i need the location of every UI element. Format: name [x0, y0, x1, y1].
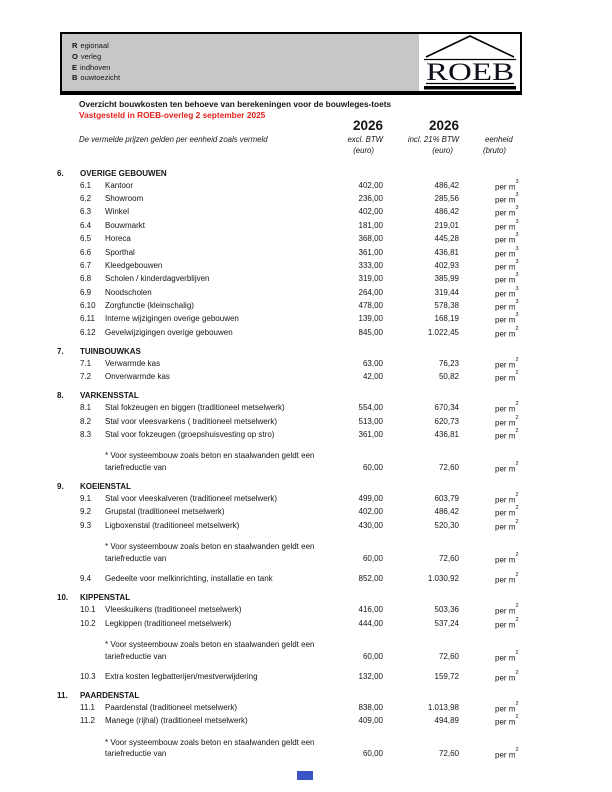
section [57, 390, 555, 475]
section [57, 690, 555, 761]
unit-text: per m [495, 495, 516, 505]
unit-cell [459, 604, 555, 617]
unit-cell [459, 206, 555, 219]
unit-cell [459, 260, 555, 273]
row-label: Kleedgebouwen [105, 260, 163, 270]
row-number: 6.1 [80, 180, 92, 190]
section-title: KIPPENSTAL [80, 593, 131, 603]
row-label: Winkel [105, 207, 130, 217]
unit-cell [459, 506, 555, 519]
table-row [57, 287, 555, 300]
row-label: Paardenstal (traditioneel metselwerk) [105, 703, 238, 713]
table-row [57, 429, 555, 442]
row-number: 10.3 [80, 671, 96, 681]
unit-text: per m [495, 275, 516, 285]
section-title: KOEIENSTAL [80, 482, 131, 492]
table-row [57, 327, 555, 340]
price-excl-btw: 132,00 [358, 671, 383, 681]
note-row-line1 [57, 450, 555, 462]
note-text-line1: * Voor systeembouw zoals beton en staalwanden geldt een [105, 542, 315, 552]
unit-text: per m [495, 704, 516, 714]
unit-cell [459, 520, 555, 533]
acronym-letter: R [72, 41, 78, 50]
price-excl-btw: 60,00 [362, 651, 383, 661]
row-number: 6.7 [80, 260, 92, 270]
unit-cell [459, 193, 555, 206]
row-label: Extra kosten legbatterijen/mestverwijdering [105, 671, 258, 681]
unit-superscript: 3 [515, 178, 519, 185]
section [57, 481, 555, 586]
roeb-logo [419, 34, 520, 91]
price-excl-btw: 845,00 [358, 327, 383, 337]
row-label: Horeca [105, 234, 131, 244]
price-incl-btw: 402,93 [434, 260, 459, 270]
section-number: 10. [57, 593, 69, 603]
price-excl-btw: 63,00 [362, 358, 383, 368]
price-excl-btw: 361,00 [358, 247, 383, 257]
table-row [57, 402, 555, 415]
unit-cell [459, 327, 555, 340]
price-incl-btw: 520,30 [434, 520, 459, 530]
col-header-incl-btw: incl. 21% BTW [407, 135, 459, 144]
price-incl-btw: 603,79 [434, 493, 459, 503]
unit-text: per m [495, 673, 516, 683]
row-label: Scholen / kinderdagverblijven [105, 274, 210, 284]
note-row-line2 [57, 748, 555, 761]
unit-superscript: 2 [515, 747, 519, 754]
unit-text: per m [495, 315, 516, 325]
price-excl-btw: 236,00 [358, 194, 383, 204]
price-incl-btw: 385,99 [434, 274, 459, 284]
row-number: 6.12 [80, 327, 96, 337]
section-header [57, 168, 555, 180]
price-excl-btw: 402,00 [358, 180, 383, 190]
price-excl-btw: 499,00 [358, 493, 383, 503]
price-incl-btw: 285,56 [434, 194, 459, 204]
section-header [57, 481, 555, 493]
section-header [57, 390, 555, 402]
price-excl-btw: 416,00 [358, 605, 383, 615]
price-excl-btw: 60,00 [362, 749, 383, 759]
section-number: 7. [57, 347, 64, 357]
year-header-excl: 2026 [352, 118, 383, 133]
unit-text: per m [495, 751, 516, 761]
unit-cell [459, 371, 555, 384]
price-excl-btw: 333,00 [358, 260, 383, 270]
acronym-line-regionaal [72, 41, 120, 52]
price-excl-btw: 42,00 [362, 372, 383, 382]
row-number: 8.2 [80, 416, 92, 426]
row-number: 6.3 [80, 207, 92, 217]
acronym-line-eindhoven [72, 63, 120, 74]
row-label: Stal voor fokzeugen (groepshuisvesting op stro) [105, 429, 275, 439]
price-incl-btw: 76,23 [438, 358, 459, 368]
roeb-acronym [72, 41, 120, 84]
table-row [57, 715, 555, 728]
unit-superscript: 2 [515, 551, 519, 558]
unit-text: per m [495, 653, 516, 663]
unit-superscript: 2 [515, 616, 519, 623]
unit-cell [459, 429, 555, 442]
section-number: 9. [57, 482, 64, 492]
unit-cell [459, 180, 555, 193]
row-number: 6.2 [80, 194, 92, 204]
table-row [57, 247, 555, 260]
row-label: Sporthal [105, 247, 135, 257]
table-row [57, 220, 555, 233]
row-label: Interne wijzigingen overige gebouwen [105, 314, 239, 324]
price-excl-btw: 852,00 [358, 574, 383, 584]
table-row [57, 671, 555, 684]
row-number: 6.8 [80, 274, 92, 284]
section-number: 11. [57, 691, 68, 701]
unit-superscript: 2 [515, 460, 519, 467]
unit-superscript: 2 [515, 356, 519, 363]
unit-superscript: 3 [515, 232, 519, 239]
row-number: 6.11 [80, 314, 95, 324]
row-number: 6.9 [80, 287, 92, 297]
unit-cell [459, 273, 555, 286]
price-incl-btw: 670,34 [434, 403, 459, 413]
note-row-line2 [57, 651, 555, 664]
unit-text: per m [495, 606, 516, 616]
unit-cell [459, 300, 555, 313]
unit-superscript: 3 [515, 258, 519, 265]
price-excl-btw: 554,00 [358, 403, 383, 413]
col-subheader-euro-incl: (euro) [432, 146, 453, 155]
row-label: Zorgfunctie (kleinschalig) [105, 300, 194, 310]
unit-cell [459, 573, 555, 586]
unit-text: per m [495, 404, 516, 414]
unit-cell [459, 247, 555, 260]
acronym-rest: egionaal [80, 41, 109, 50]
row-label: Bouwmarkt [105, 220, 146, 230]
unit-cell [459, 402, 555, 415]
table-row [57, 493, 555, 506]
row-label: Stal voor vleeskalveren (traditioneel metselwerk) [105, 493, 278, 503]
section-title: TUINBOUWKAS [80, 347, 141, 357]
unit-cell [459, 287, 555, 300]
unit-cell [459, 651, 555, 664]
table-row [57, 260, 555, 273]
note-text-line2: tariefreductie van [105, 651, 167, 661]
note-row-line1 [57, 639, 555, 651]
unit-text: per m [495, 575, 516, 585]
table-row [57, 233, 555, 246]
row-number: 10.1 [80, 605, 96, 615]
price-incl-btw: 1.022,45 [427, 327, 459, 337]
price-incl-btw: 436,81 [434, 247, 459, 257]
section-header [57, 592, 555, 604]
row-label: Legkippen (traditioneel metselwerk) [105, 618, 232, 628]
unit-cell [459, 715, 555, 728]
table-row [57, 180, 555, 193]
unit-superscript: 2 [515, 669, 519, 676]
roeb-header-box [60, 32, 522, 95]
row-number: 6.10 [80, 300, 96, 310]
note-text-line1: * Voor systeembouw zoals beton en staalwanden geldt een [105, 451, 315, 461]
section [57, 168, 555, 340]
price-incl-btw: 72,60 [438, 553, 459, 563]
table-row [57, 416, 555, 429]
section-header [57, 690, 555, 702]
unit-text: per m [495, 209, 516, 219]
unit-superscript: 3 [515, 205, 519, 212]
note-row-line2 [57, 462, 555, 475]
section-title: OVERIGE GEBOUWEN [80, 169, 167, 178]
unit-text: per m [495, 182, 516, 192]
col-subheader-euro-excl: (euro) [353, 146, 374, 155]
unit-superscript: 2 [515, 427, 519, 434]
section-title: VARKENSSTAL [80, 391, 139, 401]
unit-cell [459, 748, 555, 761]
row-label: Kantoor [105, 180, 134, 190]
unit-superscript: 2 [515, 701, 519, 708]
row-number: 8.1 [80, 403, 92, 413]
unit-superscript: 2 [515, 572, 519, 579]
document-subtitle: Vastgesteld in ROEB-overleg 2 september 2025 [79, 110, 266, 120]
unit-cell [459, 618, 555, 631]
row-number: 7.1 [80, 358, 92, 368]
col-header-excl-btw: excl. BTW [347, 135, 383, 144]
table-row [57, 193, 555, 206]
price-excl-btw: 361,00 [358, 429, 383, 439]
unit-superscript: 3 [515, 312, 519, 319]
note-text-line1: * Voor systeembouw zoals beton en staalwanden geldt een [105, 639, 315, 649]
price-excl-btw: 478,00 [358, 300, 383, 310]
price-excl-btw: 838,00 [358, 703, 383, 713]
unit-text: per m [495, 555, 516, 565]
table-row [57, 573, 555, 586]
acronym-letter: E [72, 62, 78, 72]
table-row [57, 506, 555, 519]
row-label: Gedeelte voor melkinrichting, installatie en tank [105, 574, 273, 584]
price-excl-btw: 513,00 [358, 416, 383, 426]
unit-text: per m [495, 360, 516, 370]
unit-superscript: 3 [515, 285, 519, 292]
price-excl-btw: 264,00 [358, 287, 383, 297]
table-row [57, 371, 555, 384]
row-label: Stal fokzeugen en biggen (traditioneel metselwerk) [105, 403, 285, 413]
row-number: 6.5 [80, 234, 92, 244]
note-text-line1: * Voor systeembouw zoals beton en staalwanden geldt een [105, 737, 315, 747]
unit-superscript: 3 [515, 218, 519, 225]
section-number: 6. [57, 169, 64, 178]
table-row [57, 313, 555, 326]
price-incl-btw: 436,81 [434, 429, 459, 439]
section [57, 346, 555, 384]
price-excl-btw: 319,00 [358, 274, 383, 284]
unit-superscript: 2 [515, 505, 519, 512]
unit-superscript: 3 [515, 272, 519, 279]
unit-superscript: 3 [515, 245, 519, 252]
note-text-line2: tariefreductie van [105, 553, 167, 563]
price-incl-btw: 445,28 [434, 234, 459, 244]
table-row [57, 300, 555, 313]
row-label: Showroom [105, 194, 144, 204]
unit-text: per m [495, 509, 516, 518]
unit-text: per m [495, 289, 516, 299]
row-number: 9.2 [80, 507, 92, 517]
price-incl-btw: 503,36 [434, 605, 459, 615]
row-number: 11.2 [80, 716, 95, 726]
price-incl-btw: 620,73 [434, 416, 459, 426]
price-excl-btw: 409,00 [358, 716, 383, 726]
unit-text: per m [495, 620, 516, 630]
note-row-line2 [57, 553, 555, 566]
price-excl-btw: 139,00 [358, 314, 383, 324]
section-number: 8. [57, 391, 64, 401]
unit-superscript: 3 [515, 298, 519, 305]
section-header [57, 346, 555, 358]
row-number: 10.2 [80, 618, 96, 628]
row-number: 11.1 [80, 703, 95, 713]
unit-text: per m [495, 418, 516, 428]
document-title: Overzicht bouwkosten ten behoeve van berekeningen voor de bouwleges-toets [79, 99, 392, 109]
cost-table [57, 168, 555, 762]
unit-text: per m [495, 464, 516, 474]
row-label: Grupstal (traditioneel metselwerk) [105, 507, 225, 517]
table-row [57, 618, 555, 631]
price-incl-btw: 319,44 [434, 287, 459, 297]
acronym-rest: ouwtoezicht [80, 73, 121, 83]
column-headers [57, 117, 555, 155]
price-incl-btw: 486,42 [434, 507, 459, 517]
price-excl-btw: 444,00 [358, 618, 383, 628]
unit-text: per m [495, 302, 516, 312]
row-label: Noodscholen [105, 287, 152, 297]
unit-superscript: 2 [515, 370, 519, 377]
price-excl-btw: 430,00 [358, 520, 383, 530]
table-row [57, 520, 555, 533]
section-title: PAARDENSTAL [80, 691, 140, 701]
intro-note: De vermelde prijzen gelden per eenheid zoals vermeld [79, 135, 268, 144]
unit-text: per m [495, 718, 516, 728]
row-label: Verwarmde kas [105, 358, 161, 368]
price-incl-btw: 537,24 [434, 618, 459, 628]
table-row [57, 273, 555, 286]
row-number: 8.3 [80, 429, 92, 439]
table-row [57, 206, 555, 219]
roeb-temple-icon [422, 33, 518, 92]
unit-superscript: 2 [515, 325, 519, 332]
row-number: 9.3 [80, 520, 92, 530]
note-text-line2: tariefreductie van [105, 462, 167, 472]
unit-cell [459, 313, 555, 326]
price-excl-btw: 181,00 [358, 220, 383, 230]
price-incl-btw: 486,42 [434, 207, 459, 217]
footer-blue-mark [297, 771, 313, 780]
unit-superscript: 3 [515, 192, 519, 199]
unit-cell [459, 493, 555, 506]
unit-text: per m [495, 195, 516, 205]
row-number: 7.2 [80, 372, 92, 382]
note-row-line1 [57, 541, 555, 553]
price-incl-btw: 219,01 [434, 220, 459, 230]
unit-text: per m [495, 262, 516, 272]
unit-text: per m [495, 373, 516, 383]
unit-superscript: 2 [515, 414, 519, 421]
row-label: Gevelwijzigingen overige gebouwen [105, 327, 233, 337]
year-header-incl: 2026 [428, 118, 459, 133]
unit-cell [459, 553, 555, 566]
unit-cell [459, 416, 555, 429]
unit-superscript: 2 [515, 401, 519, 408]
unit-cell [459, 358, 555, 371]
price-incl-btw: 1.030,92 [427, 574, 459, 584]
row-number: 6.4 [80, 220, 92, 230]
table-row [57, 358, 555, 371]
unit-cell [459, 462, 555, 475]
roeb-logo-text: ROEB [425, 59, 514, 86]
price-excl-btw: 60,00 [362, 462, 383, 472]
unit-cell [459, 233, 555, 246]
table-row [57, 702, 555, 715]
acronym-letter: O [72, 51, 78, 61]
unit-cell [459, 220, 555, 233]
row-number: 6.6 [80, 247, 92, 257]
unit-text: per m [495, 329, 516, 339]
price-incl-btw: 159,72 [434, 671, 459, 681]
row-label: Stal voor vleesvarkens ( traditioneel metselwerk) [105, 416, 278, 426]
price-incl-btw: 72,60 [438, 749, 459, 759]
row-label: Ligboxenstal (traditioneel metselwerk) [105, 520, 240, 530]
acronym-letter: B [72, 73, 78, 83]
row-label: Manege (rijhal) (traditioneel metselwerk) [105, 716, 248, 726]
note-row-line1 [57, 737, 555, 749]
price-incl-btw: 578,38 [434, 300, 459, 310]
row-number: 9.1 [80, 493, 92, 503]
acronym-line-overleg [72, 52, 120, 63]
price-excl-btw: 368,00 [358, 234, 383, 244]
unit-superscript: 2 [515, 649, 519, 656]
price-incl-btw: 1.013,98 [427, 703, 459, 713]
note-text-line2: tariefreductie van [105, 749, 167, 759]
section [57, 592, 555, 684]
unit-superscript: 2 [515, 603, 519, 610]
price-incl-btw: 72,60 [438, 651, 459, 661]
acronym-rest: verleg [80, 51, 102, 61]
acronym-line-bouwtoezicht [72, 73, 120, 84]
row-label: Onverwarmde kas [105, 372, 170, 382]
price-incl-btw: 168,19 [434, 314, 459, 324]
col-subheader-bruto: (bruto) [483, 146, 506, 155]
row-label: Vleeskuikens (traditioneel metselwerk) [105, 605, 242, 615]
unit-text: per m [495, 522, 516, 532]
unit-cell [459, 671, 555, 684]
price-excl-btw: 402,00 [358, 207, 383, 217]
unit-text: per m [495, 235, 516, 245]
unit-superscript: 2 [515, 714, 519, 721]
unit-cell [459, 702, 555, 715]
unit-text: per m [495, 431, 516, 441]
unit-text: per m [495, 249, 516, 259]
acronym-rest: indhoven [80, 62, 111, 72]
unit-superscript: 2 [515, 518, 519, 525]
unit-text: per m [495, 222, 516, 232]
row-number: 9.4 [80, 574, 92, 584]
price-incl-btw: 494,89 [434, 716, 459, 726]
table-row [57, 604, 555, 617]
price-incl-btw: 486,42 [434, 180, 459, 190]
price-incl-btw: 50,82 [438, 372, 459, 382]
price-excl-btw: 60,00 [362, 553, 383, 563]
price-excl-btw: 402,00 [358, 507, 383, 517]
unit-superscript: 2 [515, 491, 519, 498]
price-incl-btw: 72,60 [438, 462, 459, 472]
col-header-eenheid: eenheid [485, 135, 513, 144]
